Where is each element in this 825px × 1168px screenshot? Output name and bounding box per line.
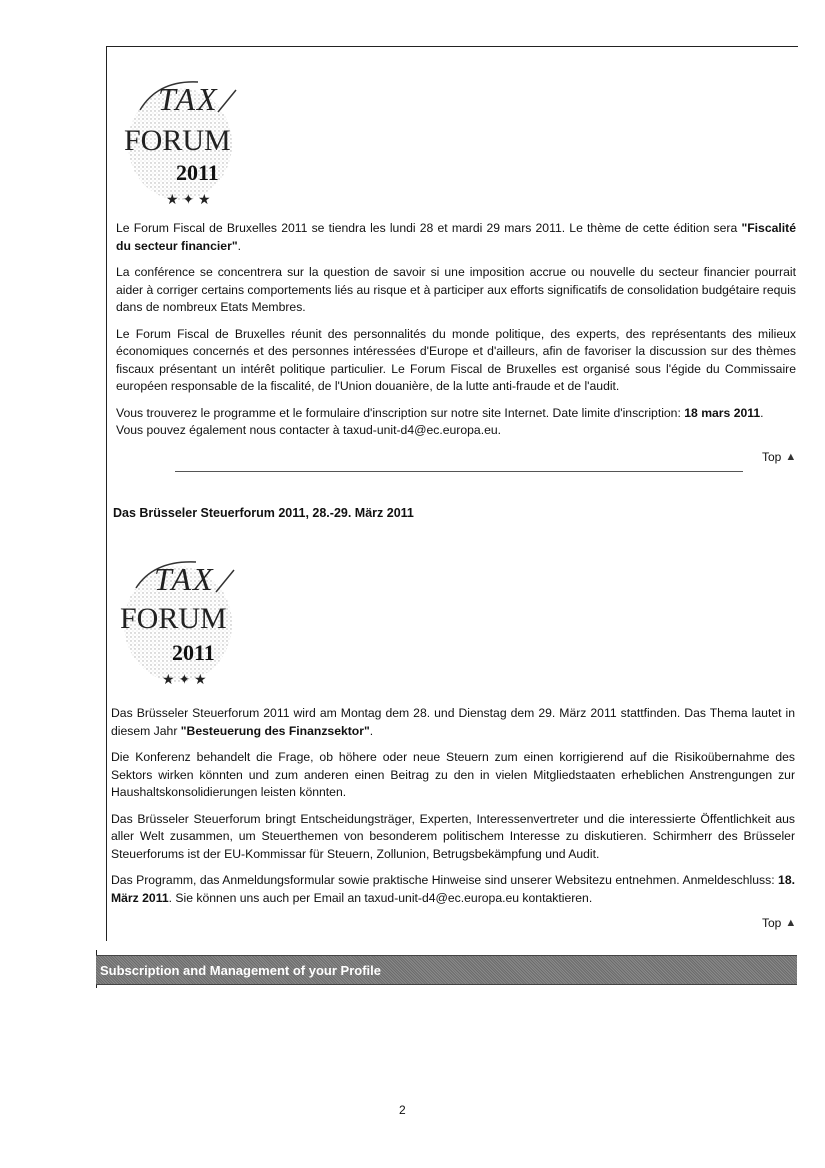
top-link-de[interactable] [762, 916, 796, 930]
de-heading: Das Brüsseler Steuerforum 2011, 28.-29. März 2011 [113, 506, 414, 520]
de-paragraph-2: Die Konferenz behandelt die Frage, ob höhere oder neue Steuern zum einen korrigierend auf die Risikoübernahme des Sektors wirken könnten und zum anderen einen Beitrag zu den in vielen Mitgliedstaaten erheblichen Anstrengungen zur Haushaltskonsolidierungen leisten könnten. [111, 750, 795, 799]
divider [175, 471, 743, 472]
tax-forum-logo-de [114, 552, 254, 692]
de-paragraph-4: Das Programm, das Anmeldungsformular sowie praktische Hinweise sind unserer Websitezu entnehmen. Anmeldeschluss: 18. März 2011. Sie können uns auch per Email an taxud-unit-d4@ec.europa.eu kontaktieren. [111, 873, 795, 905]
top-link-label[interactable]: Top [762, 450, 782, 464]
logo-line2: FORUM [124, 124, 231, 157]
arrow-up-icon: ▲ [785, 451, 797, 463]
de-paragraph-3: Das Brüsseler Steuerforum bringt Entscheidungsträger, Experten, Interessenvertreter und die interessierte Öffentlichkeit aus aller Welt zusammen, um Steuerthemen von besonderem politischem Interesse zu diskutieren. Schirmherr des Brüsseler Steuerforums ist der EU-Kommissar für Steuern, Zollunion, Betrugsbekämpfung und Audit. [111, 811, 795, 861]
subscription-bar[interactable] [96, 955, 797, 985]
de-paragraph-1: Das Brüsseler Steuerforum 2011 wird am Montag dem 28. und Dienstag dem 29. März 2011 stattfinden. Das Thema lautet in diesem Jahr "Besteuerung des Finanzsektor". [111, 706, 795, 738]
top-link-fr[interactable] [762, 450, 796, 464]
page-number: 2 [399, 1103, 406, 1117]
logo-stars-de: ★ ✦ ★ [162, 671, 207, 687]
frame-top-border [106, 46, 798, 47]
logo-line2-de: FORUM [120, 602, 227, 635]
german-section [111, 705, 795, 916]
logo-stars: ★ ✦ ★ [166, 191, 211, 207]
fr-paragraph-4: Vous trouverez le programme et le formulaire d'inscription sur notre site Internet. Date limite d'inscription: 18 mars 2011. [116, 405, 764, 420]
fr-paragraph-2: La conférence se concentrera sur la question de savoir si une imposition accrue ou nouvelle du secteur financier pourrait aider à corriger certains comportements liés au risque et à participer aux efforts significatifs de consolidation budgétaire requis dans de nombreux Etats Membres. [116, 265, 796, 314]
fr-paragraph-5: Vous pouvez également nous contacter à taxud-unit-d4@ec.europa.eu. [116, 423, 502, 437]
fr-paragraph-3: Le Forum Fiscal de Bruxelles réunit des personnalités du monde politique, des experts, des représentants des milieux économiques concernés et des personnes intéressées d'Europe et d'ailleurs, afin de favoriser la discussion sur des thèmes fiscaux présentant un intérêt politique particulier. Le Forum Fiscal de Bruxelles est organisé sous l'égide du Commissaire européen responsable de la fiscalité, de l'Union douanière, de la lutte anti-fraude et de l'audit. [116, 326, 796, 393]
french-section [116, 220, 796, 449]
logo-year-de: 2011 [172, 640, 215, 665]
logo-line1-de: TAX [154, 561, 215, 597]
logo-year: 2011 [176, 160, 219, 185]
top-link-label-de[interactable]: Top [762, 916, 782, 930]
subscription-bar-label[interactable]: Subscription and Management of your Profile [100, 962, 381, 978]
fr-paragraph-1: Le Forum Fiscal de Bruxelles 2011 se tiendra les lundi 28 et mardi 29 mars 2011. Le thème de cette édition sera "Fiscalité du secteur financier". [116, 221, 796, 253]
logo-line1: TAX [158, 81, 219, 117]
frame-left-border [106, 46, 107, 941]
tax-forum-logo [118, 70, 258, 210]
arrow-up-icon: ▲ [785, 917, 797, 929]
